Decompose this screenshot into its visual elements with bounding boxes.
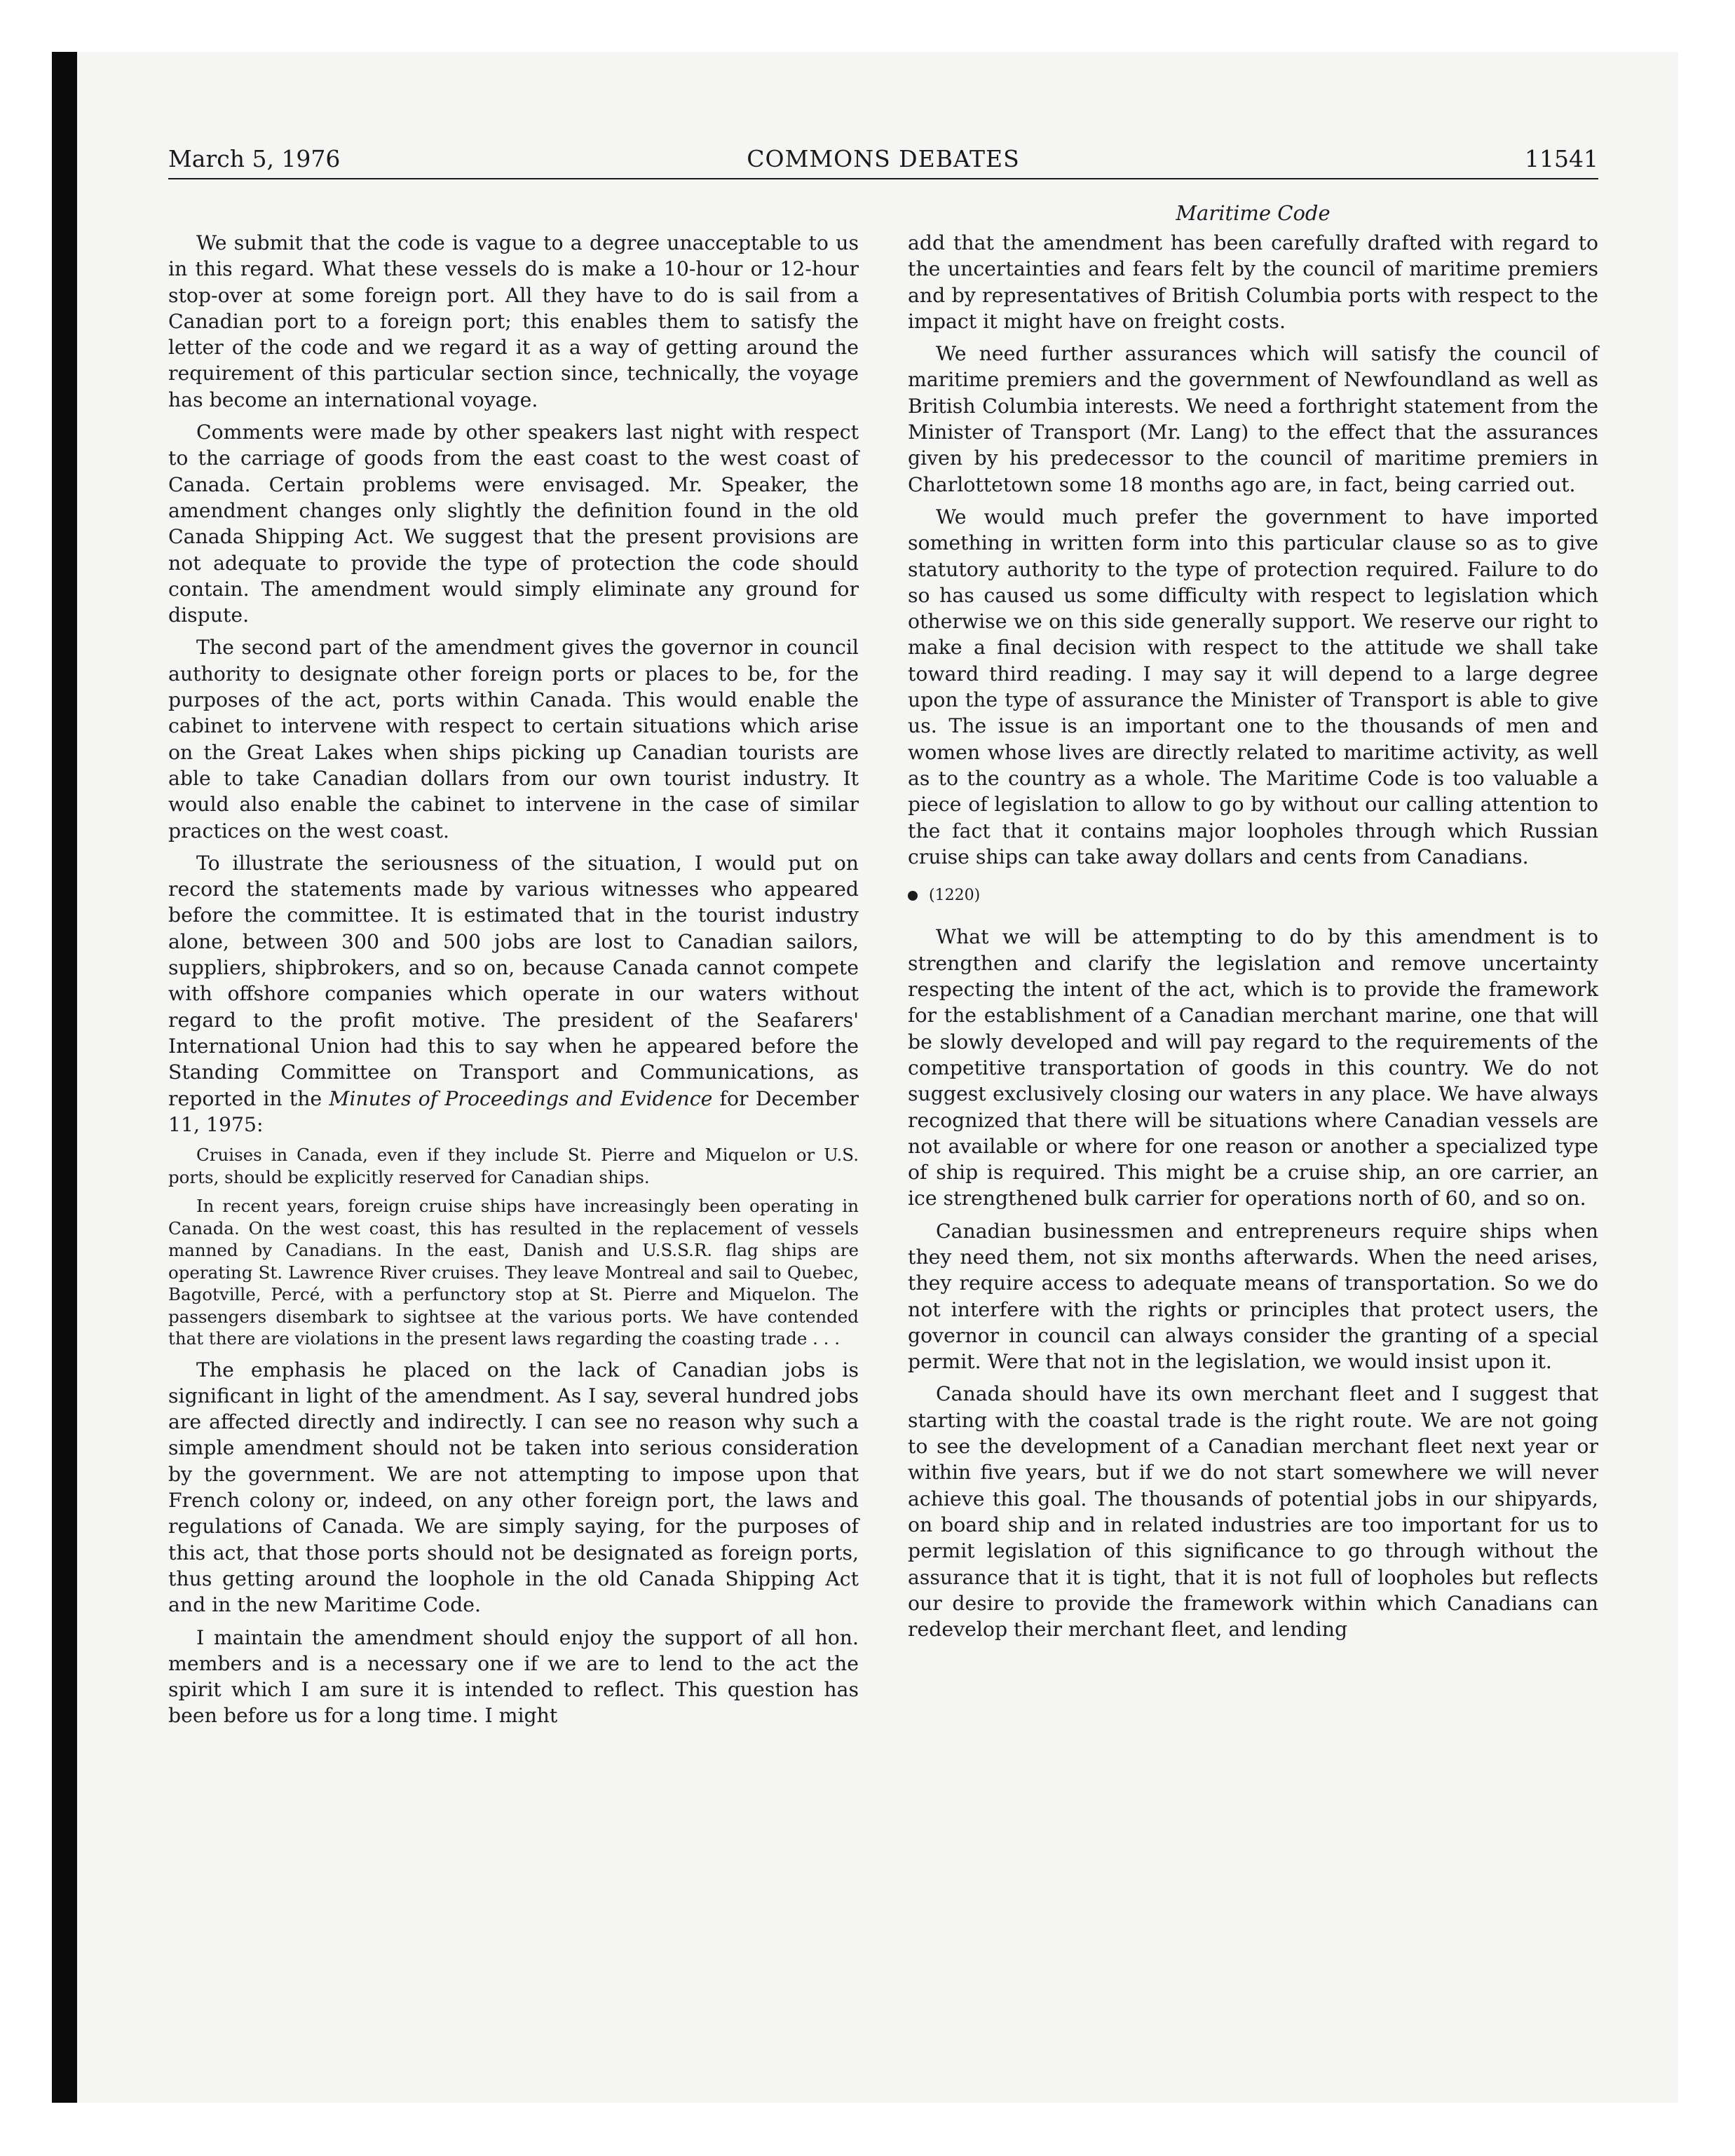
- left-column: [168, 230, 859, 1735]
- paragraph: [168, 850, 859, 1138]
- header-title: COMMONS DEBATES: [747, 145, 1020, 172]
- italic-citation: Minutes of Proceedings and Evidence: [329, 1086, 713, 1110]
- bullet-icon: [908, 891, 918, 901]
- header-page-number: 11541: [1525, 145, 1598, 172]
- paragraph: Comments were made by other speakers last night with respect to the carriage of goods from the east coast to the west coast of Canada. Certain problems were envisaged. Mr. Speaker, the amendment changes only slightly the definition found in the old Canada Shipping Act. We suggest that the present provisions are not adequate to provide the type of protection the code should contain. The amendment would simply eliminate any ground for dispute.: [168, 421, 859, 627]
- block-quote: In recent years, foreign cruise ships have increasingly been operating in Canada. On the west coast, this has resulted in the replacement of vessels manned by Canadians. In the east, Danish and U.S.S.R. flag ships are operating St. Lawrence River cruises. They leave Montreal and sail to Quebec, Bagotville, Percé, with a perfunctory stop at St. Pierre and Miquelon. The passengers disembark to sightsee at the various ports. We have contended that there are violations in the present laws regarding the coasting trade . . .: [168, 1196, 859, 1349]
- paragraph-text: for December 11, 1975:: [168, 1086, 859, 1136]
- paragraph: The second part of the amendment gives the governor in council authority to designate other foreign ports or places to be, for the purposes of the act, ports within Canada. This would enable the cabinet to intervene with respect to certain situations which arise on the Great Lakes when ships picking up Canadian tourists are able to take Canadian dollars from our own tourist industry. It would also enable the cabinet to intervene in the case of similar practices on the west coast.: [168, 636, 859, 842]
- header-date: March 5, 1976: [168, 145, 341, 172]
- paragraph: What we will be attempting to do by this amendment is to strengthen and clarify the legislation and remove uncertainty respecting the intent of the act, which is to provide the framework for the establishment of a Canadian merchant marine, one that will be slowly developed and will pay regard to the requirements of the competitive transportation of goods in this country. We do not suggest exclusively closing our waters in any place. We have always recognized that there will be situations where Canadian vessels are not available or where for one reason or another a specialized type of ship is required. This might be a cruise ship, an ore carrier, an ice strengthened bulk carrier for operations north of 60, and so on.: [908, 925, 1598, 1210]
- time-marker-text: (1220): [929, 887, 981, 905]
- paragraph: We need further assurances which will satisfy the council of maritime premiers and the government of Newfoundland as well as British Columbia interests. We need a forthright statement from the Minister of Transport (Mr. Lang) to the effect that the assurances given by his predecessor to the council of maritime premiers in Charlottetown some 18 months ago are, in fact, being carried out.: [908, 342, 1598, 496]
- paragraph: The emphasis he placed on the lack of Canadian jobs is significant in light of the amendment. As I say, several hundred jobs are affected directly and indirectly. I can see no reason why such a simple amendment should not be taken into serious consideration by the government. We are not attempting to impose upon that French colony or, indeed, on any other foreign port, the laws and regulations of Canada. We are simply saying, for the purposes of this act, that those ports should not be designated as foreign ports, thus getting around the loophole in the old Canada Shipping Act and in the new Maritime Code.: [168, 1358, 859, 1617]
- paragraph: We submit that the code is vague to a degree unacceptable to us in this regard. What these vessels do is make a 10-hour or 12-hour stop-over at some foreign port. All they have to do is sail from a Canadian port to a foreign port; this enables them to satisfy the letter of the code and we regard it as a way of getting around the requirement of this particular section since, technically, the voyage has become an international voyage.: [168, 231, 859, 411]
- paragraph: Canada should have its own merchant fleet and I suggest that starting with the coastal trade is the right route. We are not going to see the development of a Canadian merchant fleet next year or within five years, but if we do not start somewhere we will never achieve this goal. The thousands of potential jobs in our shipyards, on board ship and in related industries are too important for us to permit legislation of this significance to go through without the assurance that it is tight, that it is not full of loopholes but reflects our desire to provide the framework within which Canadians can redevelop their merchant fleet, and lending: [908, 1382, 1598, 1642]
- paragraph: We would much prefer the government to have imported something in written form into this particular clause so as to give statutory authority to the type of protection required. Failure to do so has caused us some difficulty with respect to legislation which otherwise we on this side generally support. We reserve our right to make a final decision with respect to the attitude we shall take toward third reading. I may say it will depend to a large degree upon the type of assurance the Minister of Transport is able to give us. The issue is an important one to the thousands of men and women whose lives are directly related to maritime activity, as well as to the country as a whole. The Maritime Code is too valuable a piece of legislation to allow to go by without our calling attention to the fact that it contains major loopholes through which Russian cruise ships can take away dollars and cents from Canadians.: [908, 505, 1598, 868]
- paragraph-text: To illustrate the seriousness of the situation, I would put on record the statements made by various witnesses who appeared before the committee. It is estimated that in the tourist industry alone, between 300 and 500 jobs are lost to Canadian sailors, suppliers, shipbrokers, and so on, because Canada cannot compete with offshore companies which operate in our waters without regard to the profit motive. The president of the Seafarers' International Union had this to say when he appeared before the Standing Committee on Transport and Communications, as reported in the: [168, 851, 859, 1110]
- paragraph: I maintain the amendment should enjoy the support of all hon. members and is a necessary one if we are to lend to the act the spirit which I am sure it is intended to reflect. This question has been before us for a long time. I might: [168, 1625, 859, 1728]
- block-quote: Cruises in Canada, even if they include St. Pierre and Miquelon or U.S. ports, should be explicitly reserved for Canadian ships.: [168, 1145, 859, 1187]
- paragraph: Canadian businessmen and entrepreneurs require ships when they need them, not six months afterwards. When the need arises, they require access to adequate means of transportation. So we do not interfere with the rights or principles that protect users, the governor in council can always consider the granting of a special permit. Were that not in the legislation, we would insist upon it.: [908, 1219, 1598, 1374]
- scan-binding-edge: [52, 52, 77, 2103]
- page-header: [168, 142, 1598, 179]
- time-marker: [908, 882, 1598, 908]
- paragraph: add that the amendment has been carefully drafted with regard to the uncertainties and fears felt by the council of maritime premiers and by representatives of British Columbia ports with respect to the impact it might have on freight costs.: [908, 231, 1598, 333]
- right-column: [908, 199, 1598, 1649]
- section-title: Maritime Code: [1176, 201, 1331, 225]
